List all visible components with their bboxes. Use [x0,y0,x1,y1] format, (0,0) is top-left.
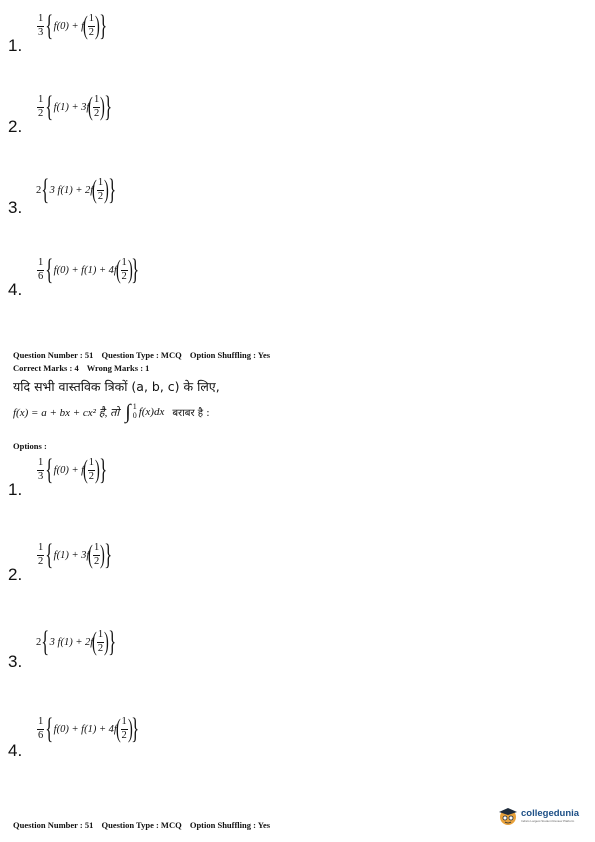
inner-fraction: $\frac{1}{2}$ [88,13,94,38]
question-type: Question Type : MCQ [101,350,182,360]
option-expression: $\frac{1}{6}$ { f(0) + f(1) + 4f ( $\frac{1}{2}$ ) } [38,253,140,286]
integral-limits [133,403,137,421]
integrand: f(x)dx [138,406,165,418]
option-expression: $\frac{1}{2}$ { f(1) + 3f ( $\frac{1}{2}$ ) } [38,538,113,571]
option-number: 1. [8,36,23,55]
option-number: 2. [8,565,23,584]
option-expression: 2 { 3 f(1) + 2f ( $\frac{1}{2}$ ) } [36,625,116,658]
inner-fraction: $\frac{1}{2}$ [121,716,127,741]
collegedunia-logo [497,800,593,832]
option-shuffling: Option Shuffling : Yes [189,350,271,360]
expression-text: 3 f(1) + 2f [49,184,94,196]
inner-fraction: $\frac{1}{2}$ [94,94,100,119]
question-meta-line-1 [13,350,276,360]
option-expression: $\frac{1}{3}$ { f(0) + f ( $\frac{1}{2}$ ) } [38,453,107,486]
option-number: 3. [8,198,23,217]
option-shuffling: Option Shuffling : Yes [189,820,271,830]
correct-marks: Correct Marks : 4 [13,363,79,373]
options-label: Options : [13,441,47,451]
integral-sign: ∫ [125,401,131,423]
inner-fraction: $\frac{1}{2}$ [97,629,104,654]
expression-text: f(0) + f [53,20,85,32]
question-expression [13,402,210,422]
inner-fraction: $\frac{1}{2}$ [88,457,94,482]
logo-name: collegedunia [521,808,580,820]
option-expression: 2 { 3 f(1) + 2f ( $\frac{1}{2}$ ) } [36,173,116,206]
coefficient-fraction: $\frac{1}{3}$ [38,457,44,482]
question-meta-line-2 [13,363,155,373]
upper-limit: 1 [132,402,137,412]
logo-text [521,809,579,823]
option-number: 3. [8,652,23,671]
expression-text: f(0) + f(1) + 4f [53,723,117,735]
option-expression: $\frac{1}{2}$ { f(1) + 3f ( $\frac{1}{2}$ ) } [38,90,113,123]
coefficient: 2 [36,636,42,648]
expression-text: f(0) + f [53,464,85,476]
coefficient: 2 [36,184,42,196]
option-number: 4. [8,280,23,299]
coefficient-fraction: $\frac{1}{6}$ [38,716,44,741]
expression-text: f(1) + 3f [53,549,90,561]
option-expression: $\frac{1}{6}$ { f(0) + f(1) + 4f ( $\frac{1}{2}$ ) } [38,712,140,745]
function-definition: f(x) = a + bx + cx² है, तो [13,406,120,419]
coefficient-fraction: $\frac{1}{6}$ [38,257,44,282]
inner-fraction: $\frac{1}{2}$ [121,257,127,282]
wrong-marks: Wrong Marks : 1 [86,363,150,373]
lower-limit: 0 [132,411,137,420]
question-type: Question Type : MCQ [101,820,182,830]
question-text-hindi: यदि सभी वास्तविक त्रिकों (a, b, c) के लिए, [13,379,220,394]
coefficient-fraction: $\frac{1}{3}$ [38,13,44,38]
next-question-meta [13,820,276,830]
question-number: Question Number : 51 [13,820,94,830]
inner-fraction: $\frac{1}{2}$ [97,177,104,202]
logo-tagline: India's Largest Student Review Platform [521,818,575,823]
question-number: Question Number : 51 [13,350,94,360]
coefficient-fraction: $\frac{1}{2}$ [38,542,44,567]
option-number: 2. [8,117,23,136]
option-number: 1. [8,480,23,499]
expression-text: f(1) + 3f [53,101,90,113]
option-number: 4. [8,741,23,760]
expression-text: 3 f(1) + 2f [49,636,94,648]
option-expression: $\frac{1}{3}$ { f(0) + f ( $\frac{1}{2}$ ) } [38,9,107,42]
equals-text: बराबर है : [172,408,210,419]
graduate-mascot-icon [497,805,519,827]
inner-fraction: $\frac{1}{2}$ [94,542,100,567]
expression-text: f(0) + f(1) + 4f [53,264,117,276]
coefficient-fraction: $\frac{1}{2}$ [38,94,44,119]
